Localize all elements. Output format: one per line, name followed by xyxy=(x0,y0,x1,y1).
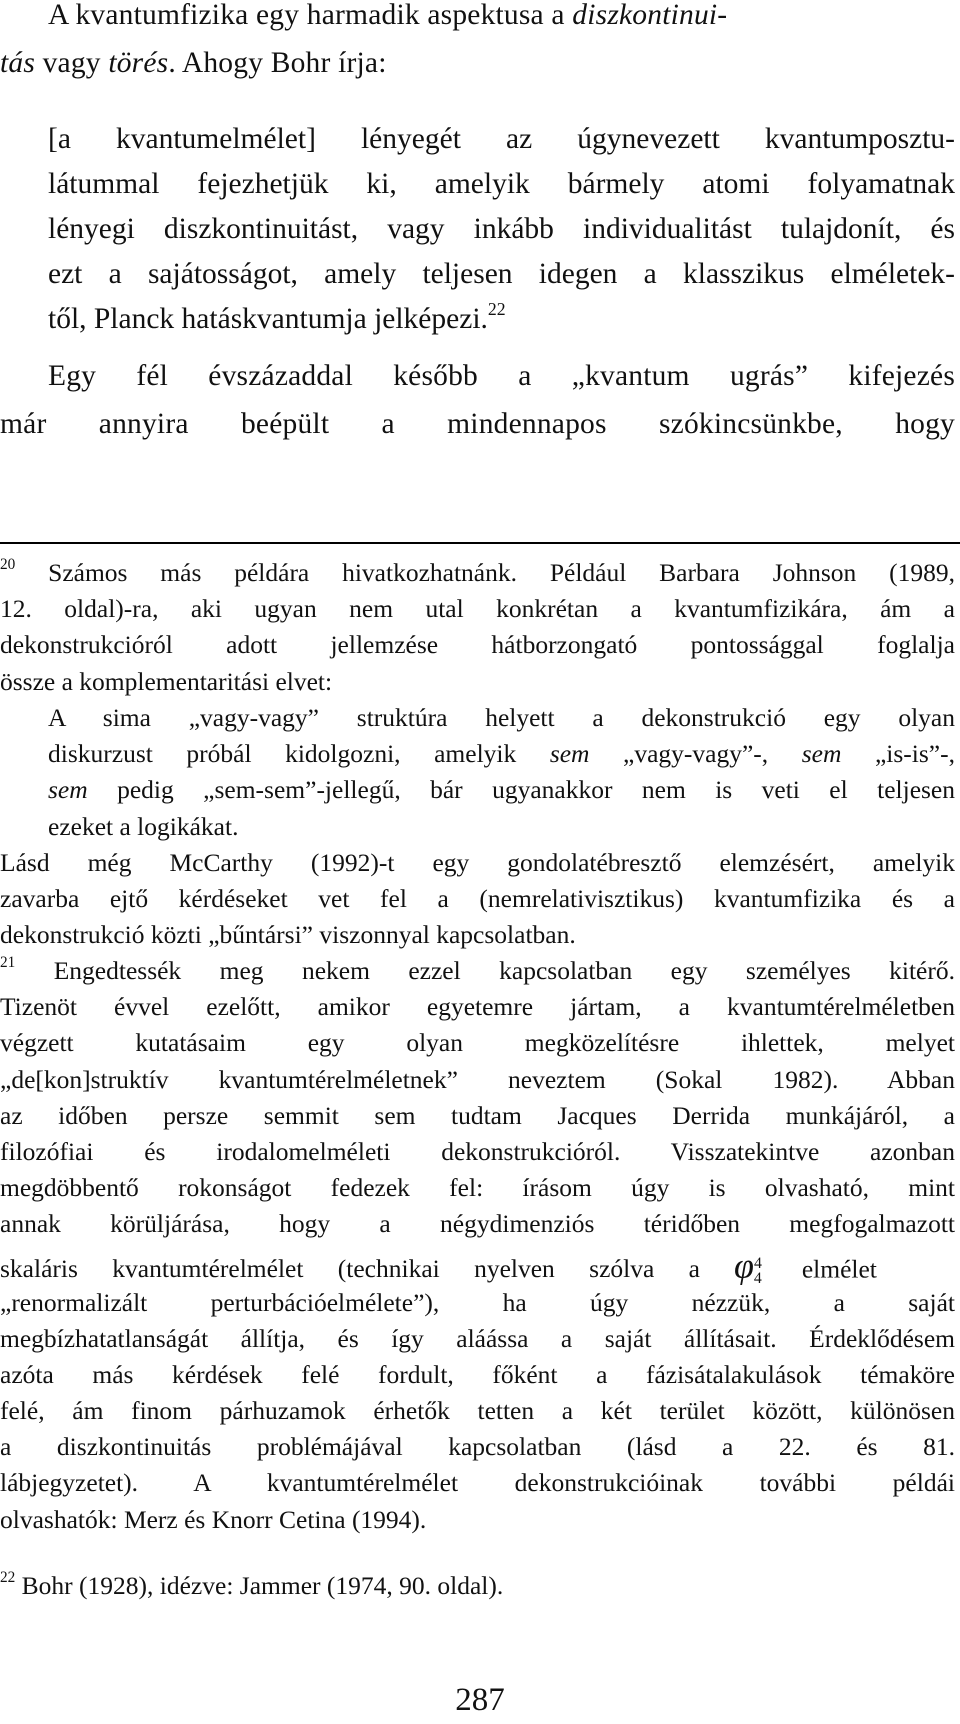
quote-line: ezt a sajátosságot, amely teljesen idegen a klasszikus elméletek- xyxy=(48,258,955,290)
phi-subscript: 4 xyxy=(753,1269,762,1285)
footnote-line: „renormalizált perturbációelmélete”), ha úgy nézzük, a saját xyxy=(0,1287,955,1317)
phi-symbol: φ xyxy=(734,1244,754,1285)
paragraph-line: már annyira beépült a mindennapos szókincsünkbe, hogy xyxy=(0,407,955,440)
footnote-line: $^{21}$ Engedtessék meg nekem ezzel kapcsolatban egy személyes kitérő. xyxy=(0,954,955,985)
footnote-line: megbízhatatlanságát állítja, és így aláássa a saját állításait. Érdeklődésem xyxy=(0,1323,955,1353)
footnote-line: $^{20}$ Számos más példára hivatkozhatnánk. Például Barbara Johnson (1989, xyxy=(0,556,955,587)
quote-line: től, Planck hatáskvantumja jelképezi.$^{22}$ xyxy=(48,298,506,335)
paragraph-line: Egy fél évszázaddal később a „kvantum ugrás” kifejezés xyxy=(48,360,955,392)
footnote-line: annak körüljárása, hogy a négydimenziós téridőben megfogalmazott xyxy=(0,1209,955,1239)
footnote-line: a diszkontinuitás problémájával kapcsolatban (lásd a 22. és 81. xyxy=(0,1432,955,1462)
footnote-line: dekonstrukcióról adott jellemzése hátborzongató pontossággal foglalja xyxy=(0,630,955,660)
footnote-divider xyxy=(0,542,960,544)
footnote-line: „de[kon]struktív kvantumtérelméletnek” neveztem (Sokal 1982). Abban xyxy=(0,1064,955,1094)
phi-superscript: 4 xyxy=(753,1254,762,1272)
block-quote xyxy=(48,117,955,342)
paragraph-line: A kvantumfizika egy harmadik aspektusa a diszkontinui- xyxy=(48,0,728,31)
footnote-line: $^{22}$ Bohr (1928), idézve: Jammer (1974, 90. oldal). xyxy=(0,1569,504,1600)
footnote-line: olvashatók: Merz és Knorr Cetina (1994). xyxy=(0,1504,427,1534)
footnote-quote-line: diskurzust próbál kidolgozni, amelyik sem „vagy-vagy”-, sem „is-is”-, xyxy=(48,739,955,769)
paragraph-second xyxy=(0,353,955,448)
footnote-line: össze a komplementaritási elvet: xyxy=(0,666,333,696)
footnote-line: megdöbbentő rokonságot fedezek fel: írásom úgy is olvasható, mint xyxy=(0,1173,955,1203)
footnote-20-continuation xyxy=(0,845,955,954)
footnote-line: dekonstrukció közti „bűntársi” viszonnyal kapcsolatban. xyxy=(0,920,576,950)
quote-line: lényegi diszkontinuitást, vagy inkább individualitást tulajdonít, és xyxy=(48,213,955,245)
footnote-line: felé, ám finom párhuzamok érhetők tetten a két terület között, különösen xyxy=(0,1396,955,1426)
footnote-number: 20 xyxy=(0,556,16,574)
footnote-line: az időben persze semmit sem tudtam Jacques Derrida munkájáról, a xyxy=(0,1100,955,1130)
footnote-line: zavarba ejtő kérdéseket vet fel a (nemrelativisztikus) kvantumfizika és a xyxy=(0,884,955,914)
paragraph-line: tás vagy törés. Ahogy Bohr írja: xyxy=(0,46,387,79)
footnote-line: filozófiai és irodalomelméleti dekonstrukcióról. Visszatekintve azonban xyxy=(0,1136,955,1166)
quote-line: [a kvantumelmélet] lényegét az úgynevezett kvantumposztu- xyxy=(48,123,955,155)
page-number: 287 xyxy=(455,1682,505,1718)
paragraph-intro xyxy=(0,0,955,87)
footnote-line: lábjegyzetet). A kvantumtérelmélet dekonstrukcióinak további példái xyxy=(0,1468,955,1498)
footnote-line: azóta más kérdések felé fordult, főként a fázisátalakulások témaköre xyxy=(0,1359,955,1389)
footnote-quote-line: ezeket a logikákat. xyxy=(48,811,239,841)
quote-line: látummal fejezhetjük ki, amelyik bármely atomi folyamatnak xyxy=(48,168,955,200)
footnote-line: Lásd még McCarthy (1992)-t egy gondolatébresztő elemzésért, amelyik xyxy=(0,848,955,877)
footnote-22 xyxy=(0,1568,955,1604)
footnote-line: 12. oldal)-ra, aki ugyan nem utal konkrétan a kvantumfizikára, ám a xyxy=(0,594,955,624)
footnote-line: Tizenöt évvel ezelőtt, amikor egyetemre jártam, a kvantumtérelméletben xyxy=(0,992,955,1022)
footnote-ref-22: 22 xyxy=(487,298,506,319)
footnote-20 xyxy=(0,555,955,700)
footnote-20-quote xyxy=(48,700,955,845)
footnote-number: 21 xyxy=(0,954,16,972)
footnote-line-phi4: skaláris kvantumtérelmélet (technikai nyelven szólva a $\varphi_4^4$ elmélet xyxy=(0,1243,955,1285)
footnote-21 xyxy=(0,953,955,1538)
footnote-number: 22 xyxy=(0,1569,16,1587)
footnote-line: végzett kutatásaim egy olyan megközelítésre ihlettek, melyet xyxy=(0,1028,955,1058)
footnote-quote-line: A sima „vagy-vagy” struktúra helyett a dekonstrukció egy olyan xyxy=(48,703,955,732)
footnote-quote-line: sem pedig „sem-sem”-jellegű, bár ugyanakkor nem is veti el teljesen xyxy=(48,775,955,805)
